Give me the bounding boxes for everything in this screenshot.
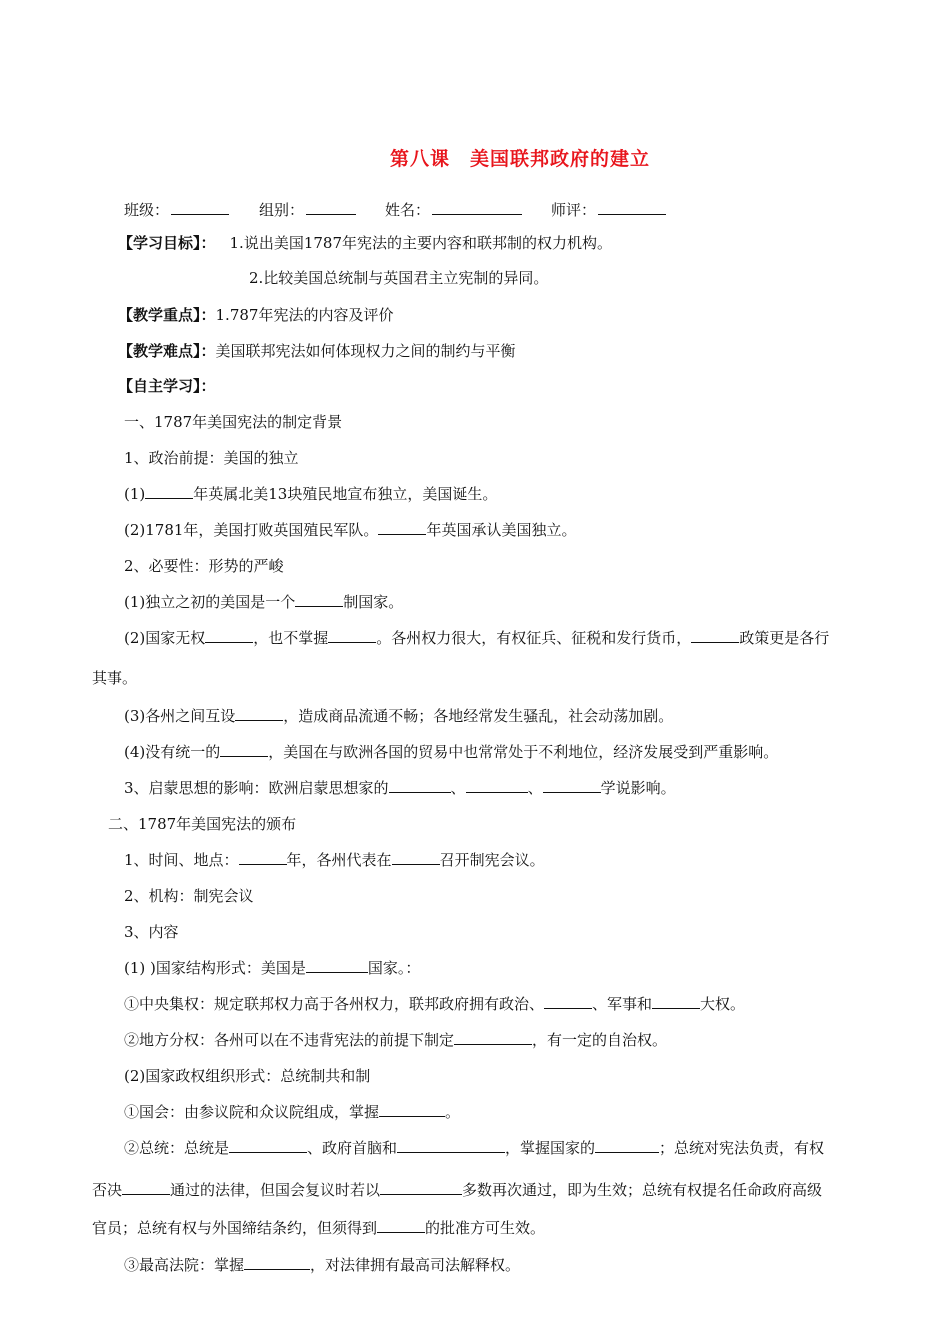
s2-g2	[124, 1138, 824, 1158]
group-label: 组别：	[259, 201, 305, 219]
text: 。	[445, 1103, 461, 1121]
text: 学说影响。	[600, 779, 676, 797]
text: ②地方分权：各州可以在不违背宪法的前提下制定	[124, 1031, 455, 1049]
s2-c1	[124, 994, 745, 1014]
self-study-label: 【自主学习】：	[118, 377, 216, 395]
text: (2)1781年，美国打败英国殖民军队。	[124, 521, 379, 539]
s1-p2-a	[124, 592, 403, 612]
s2-p3-1	[124, 958, 420, 978]
s1-p2-b	[124, 628, 829, 648]
text: (4)没有统一的	[124, 743, 221, 761]
fill-blank	[691, 628, 739, 643]
text: 官员；总统有权与外国缔结条约，但须得到	[92, 1219, 378, 1237]
text: ，美国在与欧洲各国的贸易中也常常处于不利地位，经济发展受到严重影响。	[268, 743, 779, 761]
s2-g2-cont-1	[92, 1180, 822, 1200]
text: 年，各州代表在	[286, 851, 392, 869]
text: ，掌握国家的	[505, 1139, 596, 1157]
text: 3、启蒙思想的影响：欧洲启蒙思想家的	[124, 779, 389, 797]
text: ②总统：总统是	[124, 1139, 230, 1157]
s1-p1-heading: 1、政治前提：美国的独立	[124, 449, 299, 467]
text: 多数再次通过，即为生效；总统有权提名任命政府高级	[462, 1181, 823, 1199]
difficulty-label: 【教学难点】：	[118, 342, 216, 360]
comment-blank	[598, 200, 666, 215]
fill-blank	[595, 1138, 659, 1153]
text: 、	[527, 779, 543, 797]
s1-p2-d	[124, 742, 778, 762]
text: (1)独立之初的美国是一个	[124, 593, 296, 611]
difficulty-line	[118, 341, 516, 361]
s1-p2-heading: 2、必要性：形势的严峻	[124, 557, 284, 575]
s1-p2-b-cont: 其事。	[92, 669, 138, 687]
text: 。各州权力很大，有权征兵、征税和发行货币，	[376, 629, 692, 647]
group-blank	[306, 200, 356, 215]
text: ，对法律拥有最高司法解释权。	[310, 1256, 521, 1274]
fill-blank	[543, 778, 601, 793]
text: 大权。	[700, 995, 746, 1013]
fill-blank	[652, 994, 700, 1009]
text: 政策更是各行	[739, 629, 830, 647]
text: ①国会：由参议院和众议院组成，掌握	[124, 1103, 380, 1121]
s2-p1	[124, 850, 545, 870]
focus-label: 【教学重点】：	[118, 306, 216, 324]
fill-blank	[466, 778, 528, 793]
text: 召开制宪会议。	[439, 851, 545, 869]
focus-line	[118, 305, 393, 325]
text: (2)国家无权	[124, 629, 206, 647]
fill-blank	[544, 994, 592, 1009]
text: (1)	[124, 485, 146, 503]
text: 1、时间、地点：	[124, 851, 239, 869]
difficulty-text: 美国联邦宪法如何体现权力之间的制约与平衡	[215, 342, 516, 360]
s2-p3-2: (2)国家政权组织形式：总统制共和制	[124, 1067, 371, 1085]
fill-blank	[380, 1180, 462, 1195]
goal-item-2: 2.比较美国总统制与英国君主立宪制的异同。	[249, 269, 549, 287]
goal-item-1: 1.说出美国1787年宪法的主要内容和联邦制的权力机构。	[229, 234, 613, 252]
fill-blank	[295, 592, 343, 607]
s2-p3: 3、内容	[124, 923, 179, 941]
text: ，有一定的自治权。	[532, 1031, 668, 1049]
fill-blank	[122, 1180, 170, 1195]
class-label: 班级：	[124, 201, 170, 219]
fill-blank	[244, 1255, 310, 1270]
s1-p1-a	[124, 484, 497, 504]
s1-p2-c	[124, 706, 673, 726]
focus-text: 1.787年宪法的内容及评价	[215, 306, 394, 324]
fill-blank	[378, 520, 426, 535]
text: 否决	[92, 1181, 123, 1199]
fill-blank	[205, 628, 253, 643]
text: 通过的法律，但国会复议时若以	[170, 1181, 381, 1199]
text: (1) )国家结构形式：美国是	[124, 959, 306, 977]
text: 年英属北美13块殖民地宣布独立，美国诞生。	[193, 485, 498, 503]
text: ，造成商品流通不畅；各地经常发生骚乱，社会动荡加剧。	[283, 707, 674, 725]
section-1-heading: 一、1787年美国宪法的制定背景	[124, 413, 343, 431]
class-field	[124, 199, 229, 220]
text: 国家。：	[367, 959, 421, 977]
section-2-heading: 二、1787年美国宪法的颁布	[108, 815, 297, 833]
s2-p2: 2、机构：制宪会议	[124, 887, 254, 905]
fill-blank	[145, 484, 193, 499]
text: 制国家。	[343, 593, 404, 611]
fill-blank	[220, 742, 268, 757]
s2-c2	[124, 1030, 667, 1050]
fill-blank	[392, 850, 440, 865]
text: ③最高法院：掌握	[124, 1256, 245, 1274]
fill-blank	[397, 1138, 505, 1153]
fill-blank	[239, 850, 287, 865]
text: 的批准方可生效。	[425, 1219, 546, 1237]
fill-blank	[454, 1030, 532, 1045]
text: 、政府首脑和	[307, 1139, 398, 1157]
s1-p1-b	[124, 520, 576, 540]
group-field	[259, 199, 356, 220]
fill-blank	[306, 958, 368, 973]
comment-field	[551, 199, 666, 220]
fill-blank	[389, 778, 451, 793]
name-blank	[432, 200, 522, 215]
s1-p3	[124, 778, 676, 798]
text: 、军事和	[592, 995, 653, 1013]
fill-blank	[328, 628, 376, 643]
fill-blank	[377, 1218, 425, 1233]
fill-blank	[235, 706, 283, 721]
goals-line-1	[118, 233, 612, 253]
comment-label: 师评：	[551, 201, 597, 219]
text: 、	[450, 779, 466, 797]
fill-blank	[379, 1102, 445, 1117]
s2-g2-cont-2	[92, 1218, 545, 1238]
text: ；总统对宪法负责，有权	[659, 1139, 825, 1157]
class-blank	[171, 200, 229, 215]
fill-blank	[229, 1138, 307, 1153]
s2-g3	[124, 1255, 520, 1275]
goals-label: 【学习目标】：	[118, 234, 216, 252]
name-field	[385, 199, 522, 220]
name-label: 姓名：	[385, 201, 431, 219]
page-title: 第八课 美国联邦政府的建立	[389, 148, 650, 170]
text: (3)各州之间互设	[124, 707, 236, 725]
text: ①中央集权：规定联邦权力高于各州权力，联邦政府拥有政治、	[124, 995, 545, 1013]
text: ，也不掌握	[253, 629, 329, 647]
s2-g1	[124, 1102, 460, 1122]
text: 年英国承认美国独立。	[426, 521, 577, 539]
